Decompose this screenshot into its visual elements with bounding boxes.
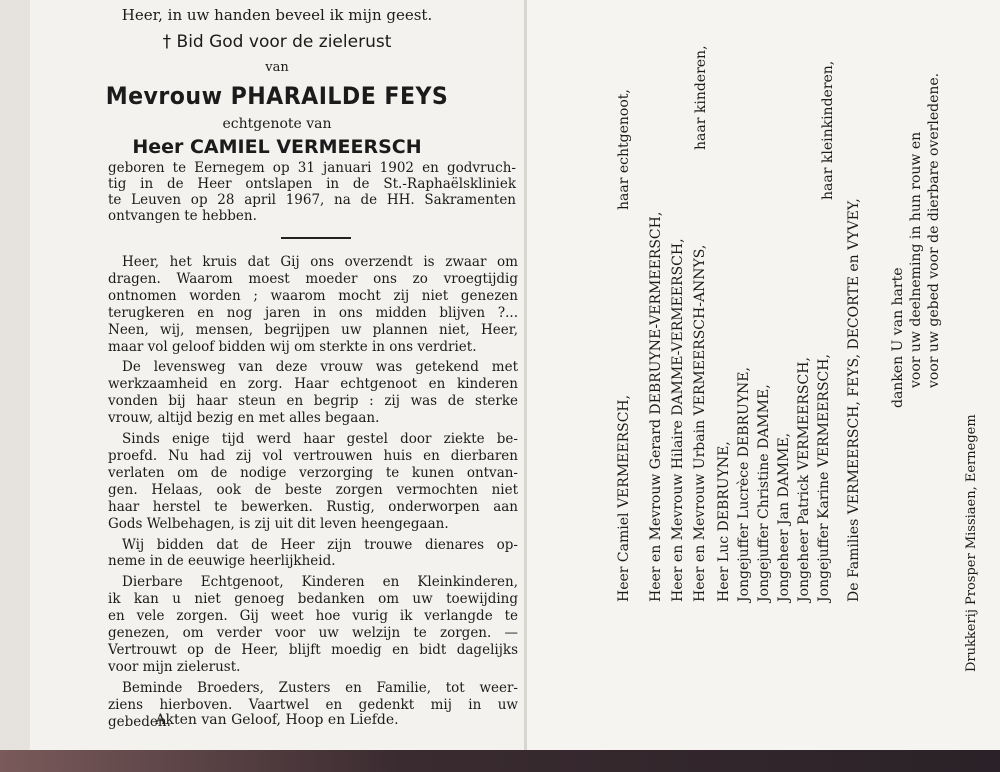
grandchild-line: Jongeheer Patrick VERMEERSCH, <box>796 357 812 602</box>
cross-icon: † <box>162 32 172 52</box>
opening-prayer: Heer, in uw handen beveel ik mijn geest. <box>121 6 433 24</box>
printer-line: Drukkerij Prosper Missiaen, Eernegem <box>964 414 979 672</box>
text-line: Dierbare Echtgenoot, Kinderen en Kleinkinderen, <box>122 574 518 591</box>
text-line: vrouw, altijd bezig en met alles begaan. <box>108 410 380 427</box>
children-role: haar kinderen, <box>693 45 709 150</box>
text-line: Sinds enige tijd werd haar gestel door ziekte be- <box>122 431 518 448</box>
text-line: verlaten om de nodige verzorging te kunen ontvan- <box>108 464 518 481</box>
van-label: van <box>265 60 289 75</box>
grandchild-line: Jongeheer Jan DAMME, <box>776 432 792 602</box>
bid-god-text: Bid God voor de zielerust <box>176 32 392 52</box>
husband-role: haar echtgenoot, <box>616 89 632 210</box>
birth-death-details <box>108 160 516 224</box>
closing-line: Akten van Geloof, Hoop en Liefde. <box>155 712 399 728</box>
birth-line: tig in de Heer ontslapen in de St.-Raphaëlskliniek <box>108 176 516 192</box>
text-line: Gods Welbehagen, is zij uit dit leven heengegaan. <box>108 515 449 532</box>
child-line: Heer en Mevrouw Hilaire DAMME-VERMEERSCH, <box>670 238 686 602</box>
text-line: voor mijn zielerust. <box>108 658 241 675</box>
spouse-intro: echtgenote van <box>222 116 332 132</box>
divider <box>281 237 351 239</box>
text-line: Vertrouwt op de Heer, blijft moedig en bidt dagelijks <box>108 641 518 658</box>
child-line: Heer en Mevrouw Gerard DEBRUYNE-VERMEERSCH, <box>648 211 664 602</box>
memorial-text <box>108 254 518 730</box>
thanks-line: voor uw gebed voor de dierbare overledene. <box>926 72 942 388</box>
text-line: Beminde Broeders, Zusters en Familie, tot weer- <box>122 679 518 696</box>
text-line: en vele zorgen. Gij weet hoe vurig ik verlangde te <box>108 608 518 625</box>
text-line: genezen, om verder voor uw welzijn te zorgen. — <box>108 625 518 642</box>
text-line: Neen, wij, mensen, begrijpen uw plannen niet, Heer, <box>108 321 518 338</box>
left-page <box>30 0 524 750</box>
grandchild-line: Jongejuffer Christine DAMME, <box>756 384 772 602</box>
text-line: gebeden. <box>108 713 171 730</box>
child-line: Heer en Mevrouw Urbain VERMEERSCH-ANNYS, <box>692 244 708 602</box>
families-line: De Families VERMEERSCH, FEYS, DECORTE en VYVEY, <box>846 198 862 602</box>
text-line: maar vol geloof bidden wij om sterkte in ons verdriet. <box>108 338 477 355</box>
text-line: terugkeren en nog jaren in ons midden blijven ?... <box>108 304 518 321</box>
deceased-name: Mevrouw PHARAILDE FEYS <box>105 82 449 110</box>
right-page <box>527 0 1000 750</box>
grandchildren-role: haar kleinkinderen, <box>820 60 836 200</box>
thanks-line: danken U van harte <box>890 267 906 408</box>
scan-background <box>0 750 1000 772</box>
husband-line: Heer Camiel VERMEERSCH, <box>616 394 632 602</box>
text-line: dragen. Waarom moest moeder ons zo vroegtijdig <box>108 270 518 287</box>
text-line: werkzaamheid en zorg. Haar echtgenoot en kinderen <box>108 376 518 393</box>
birth-line: te Leuven op 28 april 1967, na de HH. Sakramenten <box>108 192 516 208</box>
text-line: gen. Helaas, ook de beste zorgen vermochten niet <box>108 481 518 498</box>
birth-line: geboren te Eernegem op 31 januari 1902 en godvruch- <box>108 160 516 176</box>
thanks-line: voor uw deelneming in hun rouw en <box>908 131 924 388</box>
text-line: Heer, het kruis dat Gij ons overzendt is zwaar om <box>122 254 518 270</box>
grandchild-line: Jongejuffer Karine VERMEERSCH, <box>816 354 832 602</box>
text-line: haar herstel te bewerken. Rustig, onderworpen aan <box>108 498 518 515</box>
grandchild-line: Heer Luc DEBRUYNE, <box>716 441 732 602</box>
text-line: proefd. Nu had zij vol vertrouwen huis en dierbaren <box>108 447 518 464</box>
prayer-request <box>30 32 524 52</box>
text-line: ik kan u niet genoeg bedanken om uw toewijding <box>108 591 518 608</box>
grandchild-line: Jongejuffer Lucrèce DEBRUYNE, <box>736 367 752 602</box>
spouse-name: Heer CAMIEL VERMEERSCH <box>132 136 422 158</box>
text-line: ontnomen worden ; waarom mocht zij niet genezen <box>108 287 518 304</box>
text-line: Wij bidden dat de Heer zijn trouwe dienares op- <box>122 536 518 553</box>
text-line: vonden bij haar steun en begrip : zij was de sterke <box>108 393 518 410</box>
card-edge <box>0 0 30 772</box>
text-line: ziens hierboven. Vaartwel en gedenkt mij in uw <box>108 696 518 713</box>
text-line: neme in de eeuwige heerlijkheid. <box>108 553 336 570</box>
birth-line: ontvangen te hebben. <box>108 208 257 224</box>
text-line: De levensweg van deze vrouw was getekend met <box>122 359 518 376</box>
